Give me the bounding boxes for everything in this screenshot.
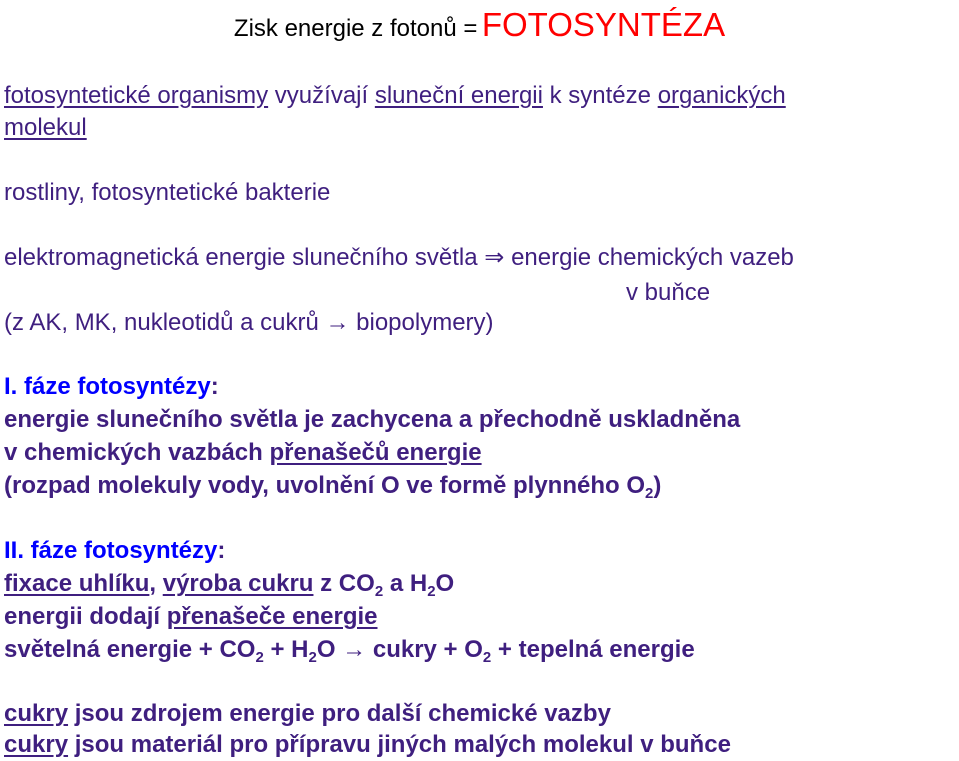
text-energy-supply: energii dodají [4, 603, 161, 630]
closing-text-1: jsou zdrojem energie pro další chemické vazby [74, 700, 611, 727]
photosynthesis-equation [4, 635, 695, 665]
title-prefix: Zisk energie z fotonů = [233, 15, 478, 42]
term-sugar-production: výroba cukru [162, 570, 314, 597]
intro-line-2 [4, 113, 87, 143]
eq-part-b: + H [270, 636, 309, 663]
phase1-line-3b: ) [653, 472, 662, 499]
subscript: 2 [645, 485, 654, 502]
term-molecules: molekul [4, 114, 87, 141]
energy-left: elektromagnetická energie slunečního světla [4, 244, 478, 271]
subscript: 2 [308, 649, 317, 666]
subscript: 2 [427, 583, 436, 600]
phase2-heading [4, 536, 225, 566]
term-organic: organických [657, 82, 786, 109]
implies-arrow-icon: ⇒ [484, 244, 505, 271]
term-sun-energy: sluneční energii [374, 82, 543, 109]
phase1-line-2 [4, 438, 482, 468]
intro-line-1 [4, 81, 786, 111]
text-uses: využívají [274, 82, 369, 109]
phase2-line-2 [4, 602, 378, 632]
text-from-co: z CO [320, 570, 375, 597]
closing-line-2 [4, 730, 731, 760]
phase2-line-1 [4, 569, 454, 599]
biopolymers-line [4, 308, 494, 338]
phase1-title: I. fáze fotosyntézy [4, 373, 211, 400]
eq-part-a: světelná energie + CO [4, 636, 256, 663]
phase2-comma: , [149, 570, 157, 597]
closing-text-2: jsou materiál pro přípravu jiných malých molekul v buňce [74, 731, 731, 758]
biopolymers-left: (z AK, MK, nukleotidů a cukrů [4, 309, 319, 336]
energy-right: energie chemických vazeb [511, 244, 794, 271]
eq-part-c: O [316, 636, 336, 663]
term-sugars: cukry [4, 700, 69, 727]
phase1-line-1: energie slunečního světla je zachycena a přechodně uskladněna [4, 406, 741, 433]
term-carbon-fixation: fixace uhlíku [4, 570, 150, 597]
phase1-line-2a: v chemických vazbách [4, 439, 263, 466]
term-photosynthetic-organisms: fotosyntetické organismy [4, 82, 269, 109]
subscript: 2 [255, 649, 264, 666]
page-title [0, 6, 959, 44]
examples-line: rostliny, fotosyntetické bakterie [4, 179, 331, 206]
right-arrow-icon: → [325, 309, 350, 336]
eq-part-d: cukry + O [372, 636, 483, 663]
phase2-title: II. fáze fotosyntézy [4, 537, 218, 564]
text-for-synthesis: k syntéze [549, 82, 652, 109]
text-o: O [435, 570, 455, 597]
title-main: FOTOSYNTÉZA [481, 6, 726, 43]
term-energy-carriers-2: přenašeče energie [166, 603, 378, 630]
phase1-line-3 [4, 471, 661, 501]
energy-cell: v buňce [626, 279, 711, 306]
term-sugars-2: cukry [4, 731, 69, 758]
eq-part-e: + tepelná energie [497, 636, 695, 663]
subscript: 2 [482, 649, 492, 666]
phase1-heading [4, 372, 219, 402]
energy-line [4, 243, 794, 273]
subscript: 2 [374, 583, 384, 600]
biopolymers-right: biopolymery) [356, 309, 494, 336]
phase1-line-3a: (rozpad molekuly vody, uvolnění O ve formě plynného O [4, 472, 645, 499]
term-energy-carriers: přenašečů energie [269, 439, 482, 466]
phase2-colon: : [217, 537, 226, 564]
right-arrow-icon: → [342, 636, 367, 663]
closing-line-1 [4, 699, 611, 729]
phase1-colon: : [210, 373, 219, 400]
text-and-h: a H [389, 570, 428, 597]
